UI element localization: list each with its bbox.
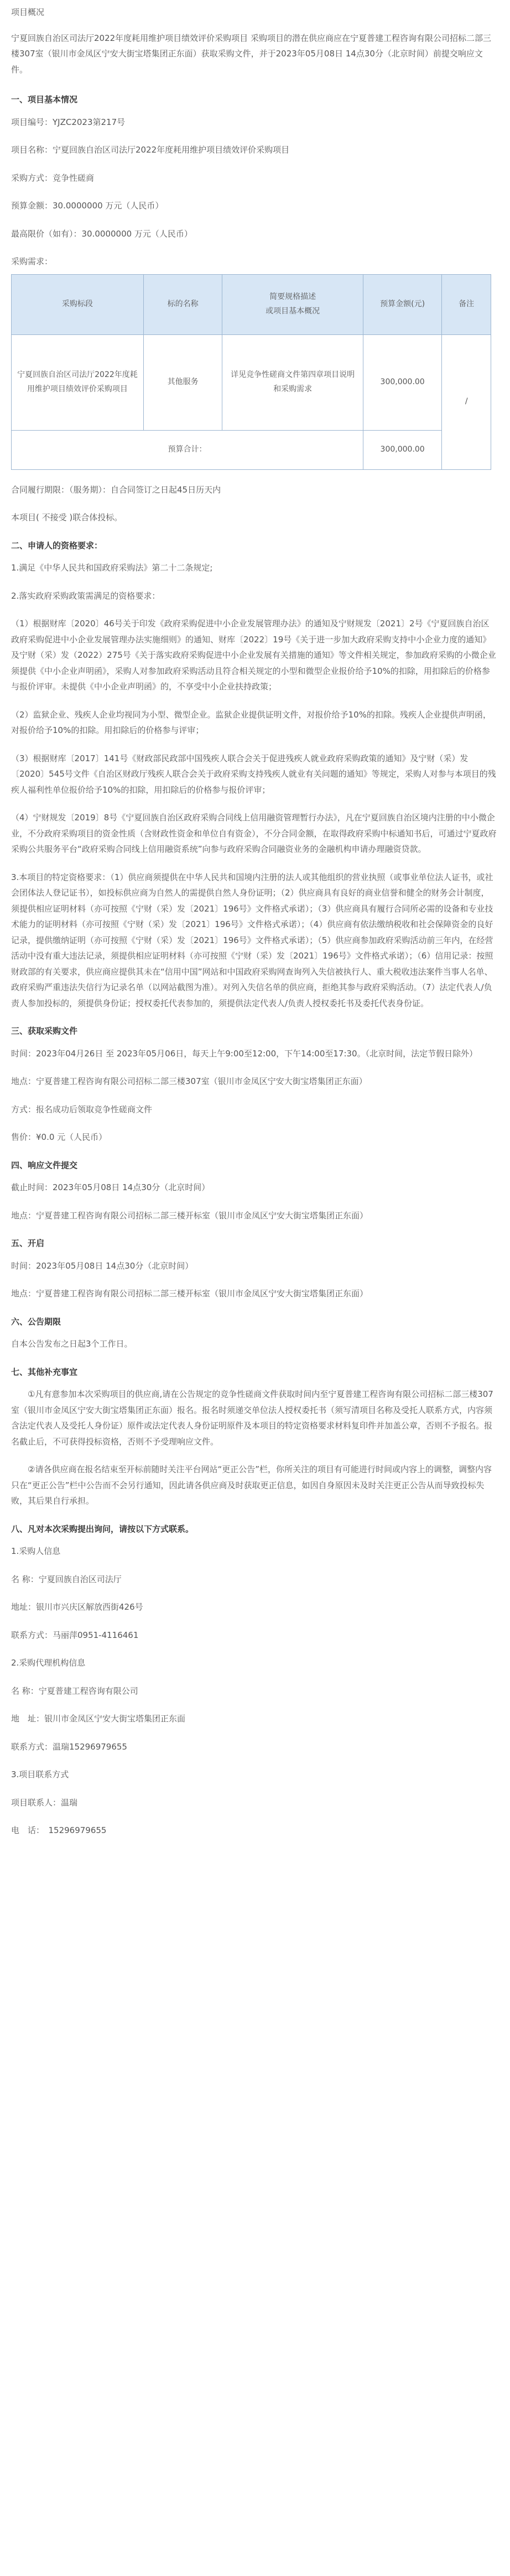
section-5-title: 五、开启	[11, 1238, 45, 1248]
section-8-title: 八、凡对本次采购提出询问，请按以下方式联系。	[11, 1523, 194, 1534]
cell-lot: 宁夏回族自治区司法厅2022年度耗用维护项目绩效评价采购项目	[12, 334, 144, 430]
cell-spec: 详见竞争性磋商文件第四章项目说明和采购需求	[222, 334, 363, 430]
agency-name: 名 称：宁夏普建工程咨询有限公司	[11, 1685, 138, 1696]
purchaser-contact: 联系方式：马丽萍0951-4116461	[11, 1630, 139, 1640]
project-number: 项目编号：YJZC2023第217号	[11, 117, 126, 127]
cell-remark: /	[442, 334, 491, 469]
col-header-lot: 采购标段	[12, 274, 144, 334]
other-note-1: ①凡有意参加本次采购项目的供应商,请在公告规定的竞争性磋商文件获取时间内至宁夏普建工程咨询有限公司招标二部三楼307室（银川市金凤区宁安大街宝塔集团正东面）报名。报名时须递交单位法人授权委托书（须写清项目名称及受托人联系方式，内容须含法定代表人及受托人身份证）原件或法定代表人身份证明原件及本项目的特定资格要求材料复印件并加盖公章，否则不予报名。报名截止后，不可获得投标资格，否则不予受理响应文件。	[11, 1389, 493, 1447]
project-name: 项目名称：宁夏回族自治区司法厅2022年度耗用维护项目绩效评价采购项目	[11, 145, 290, 155]
qual-2-4: （4）宁财规发〔2019〕8号《宁夏回族自治区政府采购合同线上信用融资管理暂行办法》，凡在宁夏回族自治区境内注册的中小微企业，不分政府采购项目的资金性质（含财政性资金和单位自有资金），不分合同金额，在取得政府采购中标通知书后，可通过宁夏政府采购公共服务平台“政府采购合同线上信用融资系统”向参与政府采购合同融资业务的金融机构申请办理融资贷款。	[11, 813, 497, 854]
submit-deadline: 截止时间：2023年05月08日 14点30分（北京时间）	[11, 1182, 210, 1192]
obtain-time: 时间：2023年04月26日 至 2023年05月06日，每天上午9:00至12:00，下午14:00至17:30。（北京时间，法定节假日除外）	[11, 1048, 478, 1059]
col-header-item: 标的名称	[143, 274, 222, 334]
obtain-way: 方式：报名成功后领取竞争性磋商文件	[11, 1104, 153, 1114]
total-value: 300,000.00	[363, 430, 441, 469]
section-header: 项目概况	[11, 7, 45, 17]
section-7-title: 七、其他补充事宜	[11, 1366, 78, 1377]
purchaser-title: 1.采购人信息	[11, 1546, 61, 1556]
open-place: 地点：宁夏普建工程咨询有限公司招标二部三楼开标室（银川市金凤区宁安大街宝塔集团正东面）	[11, 1289, 368, 1299]
procurement-method: 采购方式：竞争性磋商	[11, 172, 95, 183]
table-total-row	[12, 430, 491, 469]
intro-paragraph: 宁夏回族自治区司法厅2022年度耗用维护项目绩效评价采购项目 采购项目的潜在供应商应在宁夏普建工程咨询有限公司招标二部三楼307室（银川市金凤区宁安大街宝塔集团正东面）获取采购文件，并于2023年05月08日 14点30分（北京时间）前提交响应文件。	[11, 33, 491, 75]
section-1-title: 一、项目基本情况	[11, 95, 78, 104]
open-time: 时间：2023年05月08日 14点30分（北京时间）	[11, 1260, 194, 1271]
section-3-title: 三、获取采购文件	[11, 1026, 78, 1036]
qual-2: 2.落实政府采购政策需满足的资格要求：	[11, 590, 160, 601]
qual-2-1: （1）根据财库〔2020〕46号关于印发《政府采购促进中小企业发展管理办法》的通知及宁财规发〔2021〕2号《宁夏回族自治区政府采购促进中小企业发展管理办法实施细则》的通知、财库〔2022〕19号《关于进一步加大政府采购支持中小企业力度的通知》及宁财（采）发（2022）275号《关于落实政府采购促进中小企业发展有关措施的通知》等文件相关规定，参加政府采购的小微企业须提供《中小企业声明函》，采购人对参加政府采购活动且符合相关规定的小型和微型企业报价给予10%的扣除，用扣除后的价格参与报价评审。未提供《中小企业声明函》的，不享受中小企业扶持政策；	[11, 619, 496, 692]
section-6-title: 六、公告期限	[11, 1316, 61, 1327]
requirements-label: 采购需求：	[11, 256, 53, 266]
table-row	[12, 334, 491, 430]
qual-2-2: （2）监狱企业、残疾人企业均视同为小型、微型企业。监狱企业提供证明文件，对报价给予10%的扣除。残疾人企业提供声明函，对报价给予10%的扣除。用扣除后的价格参与评审；	[11, 709, 491, 735]
agency-contact: 联系方式：温瑞15296979655	[11, 1741, 127, 1752]
max-price: 最高限价（如有）：30.0000000 万元（人民币）	[11, 228, 192, 239]
agency-address: 地 址：银川市金凤区宁安大街宝塔集团正东面	[11, 1714, 186, 1724]
table-header-row	[12, 274, 491, 334]
project-contact-person: 项目联系人：温瑞	[11, 1797, 78, 1808]
col-header-remark: 备注	[442, 274, 491, 334]
section-2-title: 二、申请人的资格要求：	[11, 540, 103, 551]
obtain-price: 售价：¥0.0 元（人民币）	[11, 1132, 107, 1142]
col-header-spec: 简要规格描述 或项目基本概况	[222, 274, 363, 334]
consortium-note: 本项目( 不接受 )联合体投标。	[11, 512, 123, 522]
purchaser-address: 地址：银川市兴庆区解放西街426号	[11, 1602, 143, 1612]
budget-amount: 预算金额：30.0000000 万元（人民币）	[11, 201, 164, 211]
col-header-budget: 预算金额(元)	[363, 274, 441, 334]
qual-2-3: （3）根据财库〔2017〕141号《财政部民政部中国残疾人联合会关于促进残疾人就业政府采购政策的通知》及宁财（采）发〔2020〕545号文件《自治区财政厅残疾人联合会关于政府采购支持残疾人就业有关问题的通知》等规定，采购人对参与本项目的残疾人福利性单位报价给予10%的扣除，用扣除后的价格参与报价评审；	[11, 753, 496, 795]
notice-period: 自本公告发布之日起3个工作日。	[11, 1339, 133, 1349]
contract-period: 合同履行期限：（服务期）：自合同签订之日起45日历天内	[11, 484, 221, 495]
obtain-place: 地点：宁夏普建工程咨询有限公司招标二部三楼307室（银川市金凤区宁安大街宝塔集团正东面）	[11, 1076, 367, 1086]
project-contact-phone: 电 话： 15296979655	[11, 1825, 107, 1835]
other-note-2: ②请各供应商在报名结束至开标前随时关注平台网站“更正公告”栏，你所关注的项目有可能进行时间或内容上的调整，调整内容只在“更正公告”栏中公告而不会另行通知，因此请各供应商及时获取更正信息，如因自身原因未及时关注更正公告从而导致投标失败，其后果自行承担。	[11, 1464, 492, 1506]
purchaser-name: 名 称：宁夏回族自治区司法厅	[11, 1574, 122, 1584]
qual-3: 3.本项目的特定资格要求：（1）供应商须提供在中华人民共和国境内注册的法人或其他组织的营业执照（或事业单位法人证书，或社会团体法人登记证书），如投标供应商为自然人的需提供自然人身份证明；（2）供应商具有良好的商业信誉和健全的财务会计制度，须提供相应证明材料（亦可按照《宁财（采）发〔2021〕196号》文件格式承诺）；（3）供应商具有履行合同所必需的设备和专业技术能力的证明材料（亦可按照《宁财（采）发〔2021〕196号》文件格式承诺）；（4）供应商有依法缴纳税收和社会保障资金的良好记录，提供缴纳证明（亦可按照《宁财（采）发〔2021〕196号》文件格式承诺）；（5）供应商参加政府采购活动前三年内，在经营活动中没有重大违法记录，须提供相应证明材料（亦可按照《宁财（采）发〔2021〕196号》文件格式承诺）；（6）信用记录：按照财政部的有关要求，供应商应提供其未在“信用中国”网站和中国政府采购网查询列入失信被执行人、重大税收违法案件当事人名单、政府采购严重违法失信行为记录名单（以网站截图为准）。对列入失信名单的供应商，拒绝其参与政府采购活动。（7）法定代表人/负责人参加投标的，须提供身份证；授权委托代表参加的，须提供法定代表人/负责人授权委托书及委托代表身份证。	[11, 872, 493, 1008]
total-label: 预算合计：	[12, 430, 363, 469]
cell-budget: 300,000.00	[363, 334, 441, 430]
qual-1: 1.满足《中华人民共和国政府采购法》第二十二条规定;	[11, 563, 213, 573]
section-4-title: 四、响应文件提交	[11, 1160, 78, 1170]
cell-item: 其他服务	[143, 334, 222, 430]
agency-title: 2.采购代理机构信息	[11, 1658, 86, 1668]
requirements-table	[11, 274, 491, 470]
project-contact-title: 3.项目联系方式	[11, 1769, 69, 1779]
submit-place: 地点：宁夏普建工程咨询有限公司招标二部三楼开标室（银川市金凤区宁安大街宝塔集团正东面）	[11, 1210, 368, 1221]
